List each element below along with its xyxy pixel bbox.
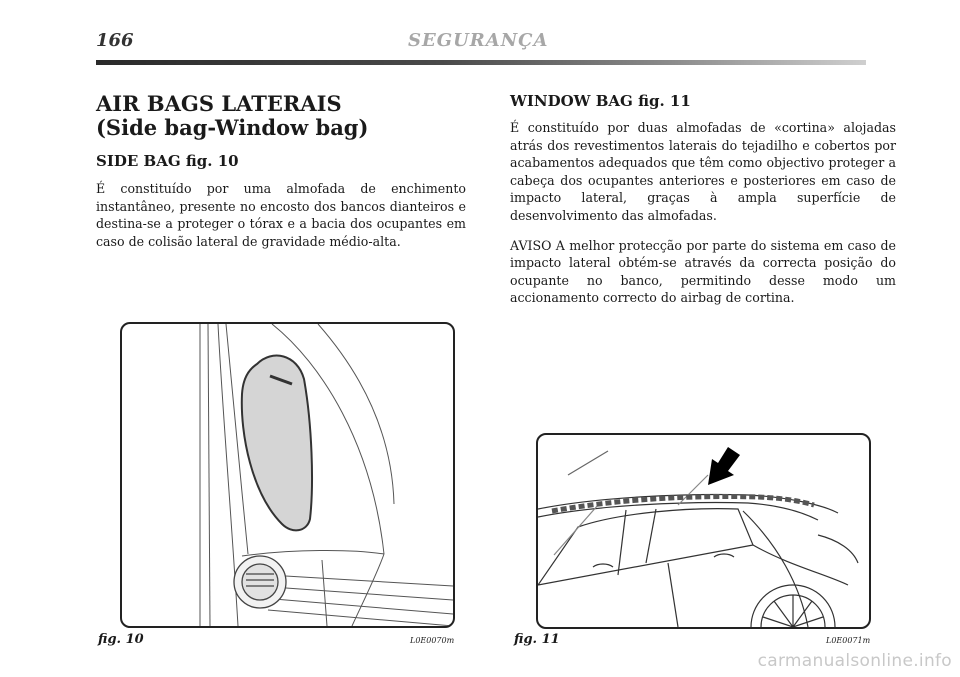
arrow-down-icon bbox=[708, 447, 740, 485]
seat-knob-icon bbox=[234, 556, 286, 608]
seat-airbag-drawing bbox=[122, 324, 453, 626]
window-bag-paragraph: É constituído por duas almofadas de «cortina» alojadas atrás dos revestimentos laterais do tejadilho e cobertos por acabamentos adequados que têm como objectivo proteger a cabeça dos ocupantes anteriores e posteriores em caso de impacto lateral, graças à ampla superfície de desenvolvimento das almofadas. bbox=[510, 120, 896, 223]
main-title-line1: AIR BAGS LATERAIS bbox=[96, 91, 342, 116]
side-bag-paragraph: É constituído por uma almofada de enchimento instantâneo, presente no encosto dos bancos dianteiros e destina-se a proteger o tórax e a bacia dos ocupantes em caso de colisão lateral de gravidade médio-alta. bbox=[96, 181, 466, 249]
figure-10-illustration bbox=[120, 322, 455, 628]
figure-11-code: L0E0071m bbox=[826, 636, 871, 645]
main-title bbox=[96, 92, 466, 140]
window-bag-subtitle: WINDOW BAG fig. 11 bbox=[510, 92, 691, 110]
side-airbag-icon bbox=[242, 356, 312, 531]
watermark: carmanualsonline.info bbox=[757, 651, 952, 671]
car-wheel-icon bbox=[751, 585, 835, 627]
warning-paragraph: AVISO A melhor protecção por parte do sistema em caso de impacto lateral obtém-se através da correcta posição do ocupante no banco, permitindo desse modo um accionamento correcto do airbag de cortina. bbox=[510, 237, 896, 306]
header-rule bbox=[96, 60, 866, 65]
right-column bbox=[510, 92, 896, 319]
figure-11-caption: fig. 11 bbox=[514, 632, 560, 647]
side-bag-subtitle: SIDE BAG fig. 10 bbox=[96, 152, 239, 170]
page-number: 166 bbox=[96, 30, 134, 51]
main-title-line2: (Side bag-Window bag) bbox=[96, 115, 369, 140]
left-column bbox=[96, 92, 466, 262]
figure-10-code: L0E0070m bbox=[410, 636, 455, 645]
figure-10-caption: fig. 10 bbox=[98, 632, 144, 647]
section-title: SEGURANÇA bbox=[408, 30, 549, 51]
figure-11-illustration bbox=[536, 433, 871, 629]
car-window-bag-drawing bbox=[538, 435, 869, 627]
